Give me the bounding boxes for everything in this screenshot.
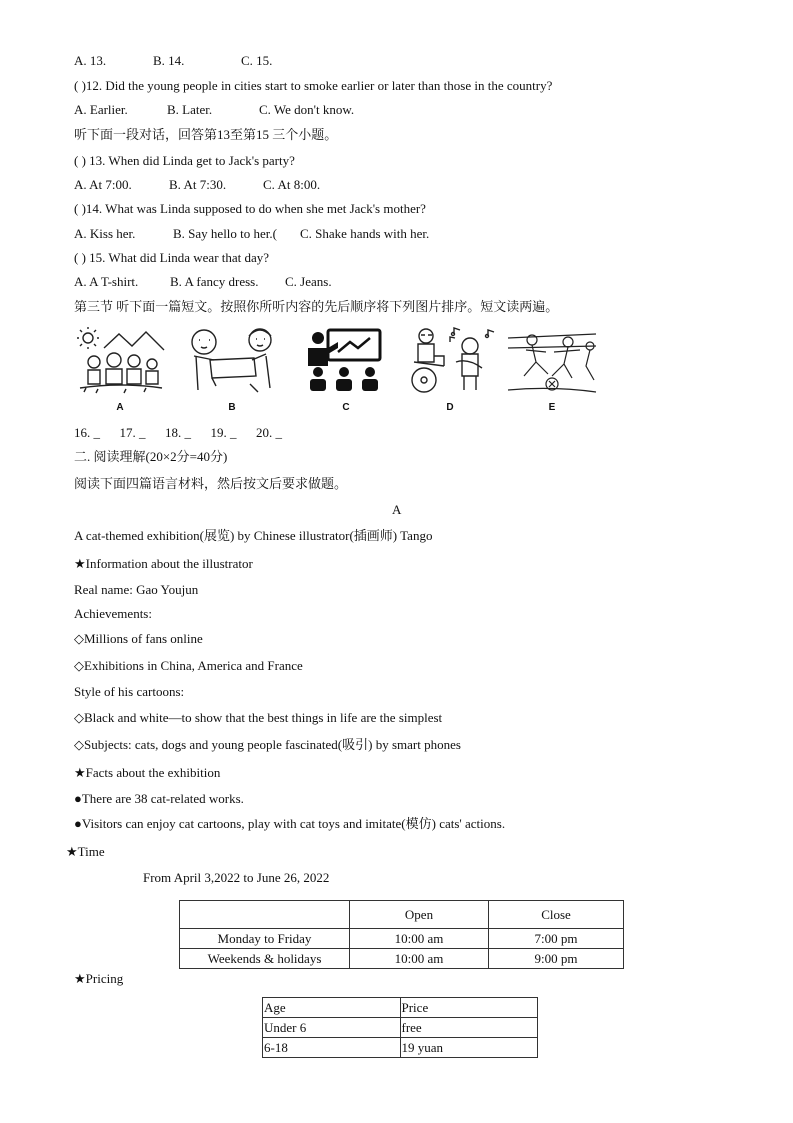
q11-option-b: B. 14. [153,53,185,68]
table-cell: 9:00 pm [489,949,624,969]
date-range: From April 3,2022 to June 26, 2022 [143,870,330,885]
table-cell: 7:00 pm [489,929,624,949]
picture-label-a: A [116,402,124,413]
table-cell: Monday to Friday [180,929,350,949]
teacher-classroom-icon [300,326,392,396]
football-players-icon [506,326,598,396]
q15-option-c: C. Jeans. [285,274,332,289]
table-header-cell: Open [350,901,489,929]
table-row [263,1018,538,1038]
table-cell: 19 yuan [400,1038,538,1058]
achievements-label: Achievements: [74,606,152,621]
part2-instruction: 阅读下面四篇语言材料，然后按文后要求做题。 [74,476,348,491]
fact-1: ●There are 38 cat-related works. [74,791,244,806]
q11-option-c: C. 15. [241,53,273,68]
picture-label-c: C [342,402,350,413]
time-heading: ★Time [66,844,105,859]
part2-title: 二. 阅读理解(20×2分=40分) [74,449,228,464]
q11-option-a: A. 13. [74,53,107,68]
pricing-heading: ★Pricing [74,971,124,986]
table-row [263,998,538,1018]
wheelchair-music-icon [404,326,496,396]
q14-option-a: A. Kiss her. [74,226,136,241]
table-cell: Weekends & holidays [180,949,350,969]
table-cell: 10:00 am [350,949,489,969]
picture-label-e: E [548,402,556,413]
table-header-cell: Close [489,901,624,929]
q12-option-b: B. Later. [167,102,213,117]
q15-option-b: B. A fancy dress. [170,274,259,289]
picture-label-b: B [228,402,236,413]
q13-option-c: C. At 8:00. [263,177,321,192]
fact-2: ●Visitors can enjoy cat cartoons, play with cat toys and imitate(模仿) cats' actions. [74,816,506,831]
children-picnic-icon [74,326,166,396]
q13-option-b: B. At 7:30. [169,177,227,192]
achievement-1: ◇Millions of fans online [74,631,203,646]
table-cell: free [400,1018,538,1038]
table-row [180,901,624,929]
table-cell: 6-18 [263,1038,401,1058]
passage-title: A cat-themed exhibition(展览) by Chinese illustrator(插画师) Tango [74,528,433,543]
q12-question: ( )12. Did the young people in cities start to smoke earlier or later than those in the country? [74,78,553,93]
style-label: Style of his cartoons: [74,684,185,699]
table-cell: Under 6 [263,1018,401,1038]
q15-option-a: A. A T-shirt. [74,274,139,289]
table-cell: Price [400,998,538,1018]
style-1: ◇Black and white—to show that the best things in life are the simplest [74,710,443,725]
facts-heading: ★Facts about the exhibition [74,765,221,780]
info-heading: ★Information about the illustrator [74,556,253,571]
q14-option-b: B. Say hello to her.( [173,226,277,241]
q14-option-c: C. Shake hands with her. [300,226,430,241]
achievement-2: ◇Exhibitions in China, America and France [74,658,303,673]
section3-instruction: 第三节 听下面一篇短文。按照你所听内容的先后顺序将下列图片排序。短文读两遍。 [74,299,559,314]
time-table [179,900,624,969]
table-row [180,949,624,969]
table-header-cell [180,901,350,929]
picture-label-d: D [446,402,454,413]
picture-row [74,326,594,416]
dialogue-instruction: 听下面一段对话，回答第13至第15 三个小题。 [74,127,338,142]
table-row [263,1038,538,1058]
two-people-banner-icon [186,326,278,396]
q13-question: ( ) 13. When did Linda get to Jack's party? [74,153,295,168]
q13-option-a: A. At 7:00. [74,177,132,192]
table-cell: Age [263,998,401,1018]
answer-blanks: 16. _ 17. _ 18. _ 19. _ 20. _ [74,425,282,440]
table-cell: 10:00 am [350,929,489,949]
passage-label: A [392,502,402,517]
real-name: Real name: Gao Youjun [74,582,199,597]
q12-option-a: A. Earlier. [74,102,128,117]
q15-question: ( ) 15. What did Linda wear that day? [74,250,270,265]
q14-question: ( )14. What was Linda supposed to do when she met Jack's mother? [74,201,426,216]
style-2: ◇Subjects: cats, dogs and young people fascinated(吸引) by smart phones [74,737,461,752]
table-row [180,929,624,949]
q12-option-c: C. We don't know. [259,102,355,117]
price-table [262,997,538,1058]
